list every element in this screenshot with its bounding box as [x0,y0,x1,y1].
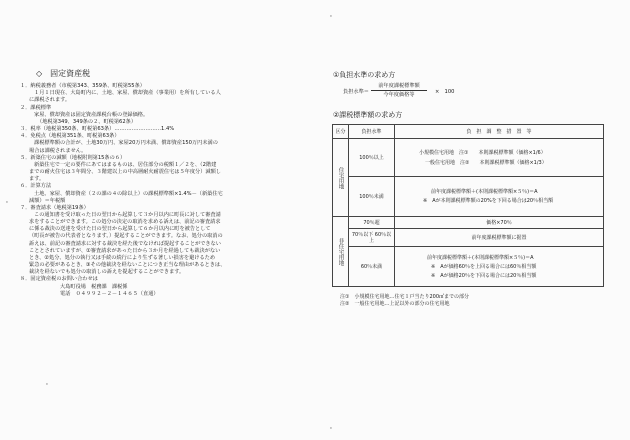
appeal-text: とき、②処分、処分の執行又は手続の続行により生ずる著しい損害を避けるため [29,254,216,261]
adjustment-formula: 前年度課税標準額＋(本則課税標準額×５％)＝A [431,188,538,195]
residential-land-label: 住宅用地 [333,139,349,217]
exemption-text: 課税標準額の合計が、土地30万円、家屋20万円未満、償却資産150万円未満の [34,140,218,147]
fixed-asset-tax-section [20,70,320,298]
tax-base-calc-heading: ②課税標準額の求め方 [333,111,403,119]
adjustment-cell: 価格×70％ [395,217,604,229]
appeal-text: に係る裁決の送達を受けた日の翌日から起算して６か月以内に町を被告として [29,226,211,233]
appeal-text: 緊急の必要があるとき、③その他裁決を経ないことにつき正当な理由があるときは、 [29,262,226,269]
page-mark: ' [46,382,48,390]
inquiry-phone: 電話 ０４９９２－２－１４６５（直通） [60,290,159,297]
taxpayer-heading: １．納税義務者（市税第343、359条、町税第55条） [20,83,145,90]
tax-base-heading: ２．課税標準 [20,104,52,111]
new-house-heading: ５．新築住宅の減額（地税附則第15条の６） [20,154,126,161]
appeal-text: こととされていますが、①審査請求があった日から３か月を経過しても裁決がない [29,247,221,254]
tax-rate-heading: ３．税率（地税第350条、町税第63条）………………………1.4% [20,126,175,133]
formula-denominator: 今年度価格等 [383,92,415,98]
adjustment-cell [395,177,604,217]
new-house-text: ます。 [29,176,45,183]
page-mark: ' [330,426,332,434]
table-notes [340,294,469,308]
small-residential-rule: 小規模住宅用地 注① 本則課税標準額（価格×1/6） [419,149,546,156]
burden-level-cell: 100％以上 [349,139,395,177]
non-residential-land-label: 非住宅用地 [333,217,349,287]
header-kubun: 区分 [333,125,349,139]
inquiry-heading: ８．固定資産税のお問い合わせは [20,276,98,283]
calculation-text: 土地、家屋、償却資産（２の課の４の除以上）の課税標準額×1.4%－（新築住宅 [34,190,223,197]
section-title: ◇ 固定資産税 [36,69,91,78]
header-burden-level: 負担水準 [349,125,395,139]
header-adjustment: 負 担 調 整 措 置 等 [395,125,604,139]
general-residential-rule: 一般住宅用地 注② 本則課税標準額（価格×1/3） [425,159,547,166]
burden-level-formula [343,82,483,102]
note-2: 注② 一般住宅用地…上記以外の部分の住宅用地 [340,301,450,307]
tax-base-text: （地税第349、349条の２、町税第62条） [37,118,137,125]
adjustment-cell [395,139,604,177]
burden-level-cell: 60％未満 [349,247,395,287]
new-house-text: 新築住宅で一定の要件にあてはまるものは、居住部分の税額１／２を、（2階建 [34,161,217,168]
adjustment-formula: 前年度課税標準額＋(本則課税標準額×５％)＝A [427,254,534,261]
note-1: 注① 小規模住宅用地…住宅１戸当たり200㎡までの部分 [340,294,470,300]
appeal-heading: ７．審査請求（地税第19条） [20,204,89,211]
inquiry-office: 大島町役場 税務課 課税係 [60,283,128,290]
calculation-text: 減額）＝年税額 [29,197,66,204]
adjustment-note: ※ Aが価格20％を下回る場合には20％相当額 [431,272,537,279]
formula-numerator: 前年度課税標準額 [371,82,427,91]
calculation-heading: ６．計算方法 [20,183,52,190]
exemption-heading: ４．免税点（地税第351条、町税第63条） [20,133,120,140]
burden-level-cell: 100％未満 [349,177,395,217]
tax-base-table [332,124,604,287]
tax-base-text: 家屋、償却資産は固定資産課税台帳の登録価格。 [34,111,149,118]
taxpayer-text: に課税されます。 [29,97,71,104]
adjustment-cell [395,247,604,287]
adjustment-note: ※ Aが本則課税標準額の20%を下回る場合は20％相当額 [423,197,554,204]
appeal-text: 訴えは、前記の審査請求に対する裁決を経た後でなければ提起することができない [29,240,221,247]
formula-lhs: 負担水準＝ [343,89,369,95]
page-mark: ' [6,200,8,208]
taxpayer-text: １月１日現在、大島町内に、土地、家屋、償却資産（事業用）を所有している人 [34,90,221,97]
appeal-text: 裁決を経ないでも処分の取消しの訴えを提起することができます。 [29,269,185,276]
formula-multiplier: × 100 [435,89,455,95]
appeal-text: （町長が被告の代表者となります。）提起することができます。なお、処分の取消の [29,233,223,240]
adjustment-cell: 前年度課税標準額に据置 [395,229,604,247]
burden-level-cell: 70％以下 60％以上 [349,229,395,247]
burden-level-heading: ①負担水準の求め方 [333,71,396,79]
new-house-text: までの耐火住宅は３年間分、３階建以上の中高層耐火耐震住宅は５年度分）減額し [29,169,221,176]
exemption-text: 場合は課税されません。 [29,147,87,154]
appeal-text: 求をすることができます。この処分の決定の取消を求める訴えは、前記の審査請求 [29,219,221,226]
appeal-text: この通知書を受け取った日の翌日から起算して３か月以内に町長に対して審査請 [34,211,221,218]
burden-level-cell: 70％超 [349,217,395,229]
page-mark: ' [330,14,332,22]
adjustment-note: ※ Aが価格60％を上回る場合には60％相当額 [431,263,537,270]
